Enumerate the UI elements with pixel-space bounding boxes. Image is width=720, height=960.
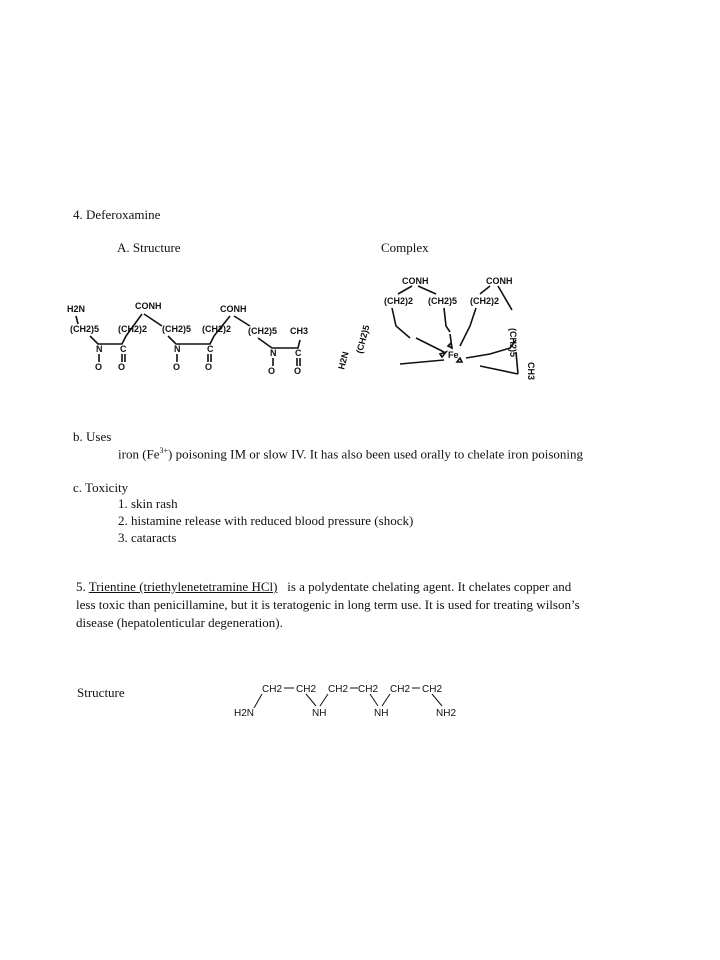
fragment-n-3: N [270,348,277,358]
trientine-h2n: H2N [234,708,255,719]
trientine-ch2-4: CH2 [358,684,379,695]
toxicity-item: 3. cataracts [118,530,177,545]
fragment-c-1: C [120,344,127,354]
section-heading-deferoxamine: 4. Deferoxamine [73,207,161,222]
trientine-ch2-5: CH2 [390,684,411,695]
toxicity-item: 1. skin rash [118,496,178,511]
fragment-o-5: O [268,366,276,376]
trientine-paragraph-line3: disease (hepatolenticular degeneration). [76,615,283,630]
deferoxamine-structure-diagram [62,296,322,386]
fragment-ch2-5-c: (CH2)5 [248,326,278,336]
toxicity-item: 2. histamine release with reduced blood pressure (shock) [118,513,414,528]
complex-ch2-2-b: (CH2)2 [470,296,500,306]
trientine-ch2-1: CH2 [262,684,283,695]
trientine-nh-2: NH [374,708,389,719]
trientine-ch2-6: CH2 [422,684,443,695]
uses-text: iron $(Fe^{3+})$ poisoning IM or slow IV. It has also been used orally to chelate iron poisoning [118,446,584,462]
fragment-o-2: O [118,362,126,372]
fragment-o-3: O [173,362,181,372]
complex-ch2-5-b: (CH2)5 [508,328,518,358]
fragment-o-4: O [205,362,213,372]
trientine-paragraph-line1: 5. Trientine (triethylenetetramine HCl) is a polydentate chelating agent. It chelates copper and [76,579,572,594]
fragment-n-1: N [96,344,103,354]
fragment-h2n: H2N [67,304,86,314]
structure-label: A. Structure [117,240,181,255]
trientine-drug-name: Trientine (triethylenetetramine HCl) [88,579,278,594]
fragment-conh-1: CONH [135,301,162,311]
toxicity-heading: c. Toxicity [73,480,129,495]
complex-conh-2: CONH [486,276,513,286]
fragment-ch3: CH3 [290,326,309,336]
trientine-nh2: NH2 [436,708,457,719]
deferoxamine-iron-complex-diagram [336,270,540,400]
fragment-o-1: O [95,362,103,372]
trientine-structure-diagram [232,672,472,722]
complex-h2n: H2N [336,350,351,371]
fragment-o-6: O [294,366,302,376]
complex-conh-1: CONH [402,276,429,286]
fragment-ch2-5-b: (CH2)5 [162,324,192,334]
uses-heading: b. Uses [73,429,112,444]
complex-ch3: CH3 [526,362,536,381]
trientine-nh-1: NH [312,708,327,719]
complex-ch2-2-a: (CH2)2 [384,296,414,306]
complex-label: Complex [381,240,429,255]
trientine-ch2-3: CH2 [328,684,349,695]
fragment-ch2-2-a: (CH2)2 [118,324,148,334]
fragment-n-2: N [174,344,181,354]
fragment-c-3: C [295,348,302,358]
iron-center: Fe [448,350,459,360]
complex-ch2-5-c: (CH2)5 [354,323,372,355]
complex-ch2-5-a: (CH2)5 [428,296,458,306]
fragment-c-2: C [207,344,214,354]
fragment-ch2-2-b: (CH2)2 [202,324,232,334]
trientine-paragraph-line2: less toxic than penicillamine, but it is teratogenic in long term use. It is used for treating wilson’s [76,597,580,612]
trientine-structure-label: Structure [77,685,125,700]
trientine-ch2-2: CH2 [296,684,317,695]
fragment-conh-2: CONH [220,304,247,314]
fragment-ch2-5-a: (CH2)5 [70,324,100,334]
